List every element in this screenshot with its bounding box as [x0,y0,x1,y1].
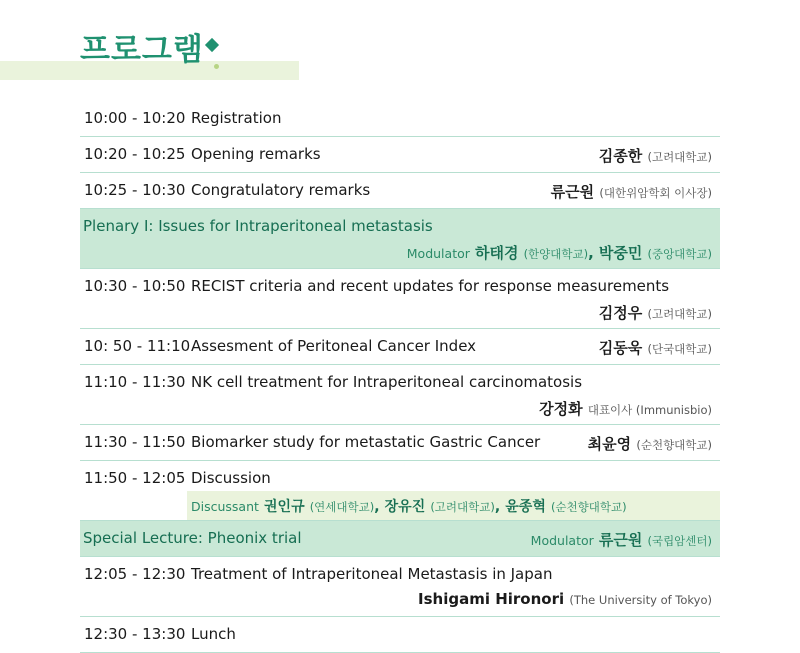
separator: , [494,499,501,515]
program-row [80,173,720,209]
modulator-line [531,529,712,550]
session-title: Lunch [191,625,236,643]
modulator-label: Modulator [530,533,594,548]
speaker [599,302,712,323]
speaker [551,181,712,202]
discussant-affiliation: (고려대학교) [430,500,495,514]
speaker-affiliation: (대한위암학회 이사장) [599,186,712,200]
discussant-affiliation: (순천향대학교) [550,500,627,514]
speaker-affiliation: 대표이사 (Immunisbio) [587,403,712,417]
dot-icon [214,64,219,69]
session-title: Assesment of Peritoneal Cancer Index [191,337,477,355]
discussant-label: Discussant [191,499,259,514]
speaker-affiliation: (고려대학교) [647,150,712,164]
speaker-name: 강정화 [539,400,583,418]
speaker [599,145,712,166]
discussant-name: 장유진 [384,499,426,515]
session-time: 11:30 - 11:50 [84,433,186,451]
session-time: 10:00 - 10:20 [84,109,186,127]
discussant-line [191,496,627,516]
discussant-name: 윤종혁 [505,499,546,515]
session-header-title: Special Lecture: Pheonix trial [83,529,302,547]
session-title: Congratulatory remarks [191,181,371,199]
diamond-icon [205,38,219,52]
speaker-affiliation: (고려대학교) [647,307,712,321]
program-row [80,101,720,137]
session-header-title: Plenary I: Issues for Intraperitoneal metastasis [83,217,433,235]
program-table [80,101,720,653]
modulator-affiliation: (중앙대학교) [647,247,712,261]
session-time: 10:30 - 10:50 [84,277,186,295]
program-row [80,137,720,173]
modulator-line [407,242,712,263]
modulator-name: 박중민 [598,244,643,262]
session-time: 10: 50 - 11:10 [84,337,191,355]
modulator-affiliation: (한양대학교) [523,247,589,261]
program-row [80,461,720,521]
modulator-label: Modulator [406,246,470,261]
session-time: 11:50 - 12:05 [84,469,186,487]
session-header-row [80,521,720,557]
program-row [80,557,720,617]
program-row [80,425,720,461]
session-title: NK cell treatment for Intraperitoneal carcinomatosis [191,373,583,391]
session-header-row [80,209,720,269]
session-title: Discussion [191,469,271,487]
speaker-name: 김정우 [598,304,643,322]
session-time: 12:05 - 12:30 [84,565,186,583]
discussant-affiliation: (연세대학교) [309,500,375,514]
modulator-name: 하태경 [474,244,519,262]
separator: , [588,244,594,262]
session-title: RECIST criteria and recent updates for response measurements [191,277,670,295]
session-title: Opening remarks [191,145,321,163]
speaker [599,337,712,358]
program-row [80,617,720,653]
program-row [80,329,720,365]
speaker-affiliation: (The University of Tokyo) [569,593,712,607]
discussant-name: 권인규 [264,499,305,515]
session-title: Biomarker study for metastatic Gastric Cancer [191,433,541,451]
speaker-affiliation: (순천향대학교) [636,438,712,452]
modulator-affiliation: (국립암센터) [647,534,712,548]
speaker [588,433,712,454]
speaker [418,590,712,608]
session-time: 10:20 - 10:25 [84,145,186,163]
speaker-name: 김종한 [598,147,643,165]
program-row [80,365,720,425]
speaker-name: 김동욱 [598,339,643,357]
speaker-name: 최윤영 [587,435,632,453]
session-time: 11:10 - 11:30 [84,373,186,391]
modulator-name: 류근원 [598,531,643,549]
speaker-name: Ishigami Hironori [418,590,565,608]
session-time: 10:25 - 10:30 [84,181,186,199]
program-row [80,269,720,329]
session-time: 12:30 - 13:30 [84,625,186,643]
speaker-name: 류근원 [550,183,595,201]
speaker [539,398,712,419]
session-title: Registration [191,109,282,127]
page-title: 프로그램 [80,32,204,68]
session-title: Treatment of Intraperitoneal Metastasis in Japan [191,565,553,583]
separator: , [374,499,380,515]
speaker-affiliation: (단국대학교) [647,342,712,356]
